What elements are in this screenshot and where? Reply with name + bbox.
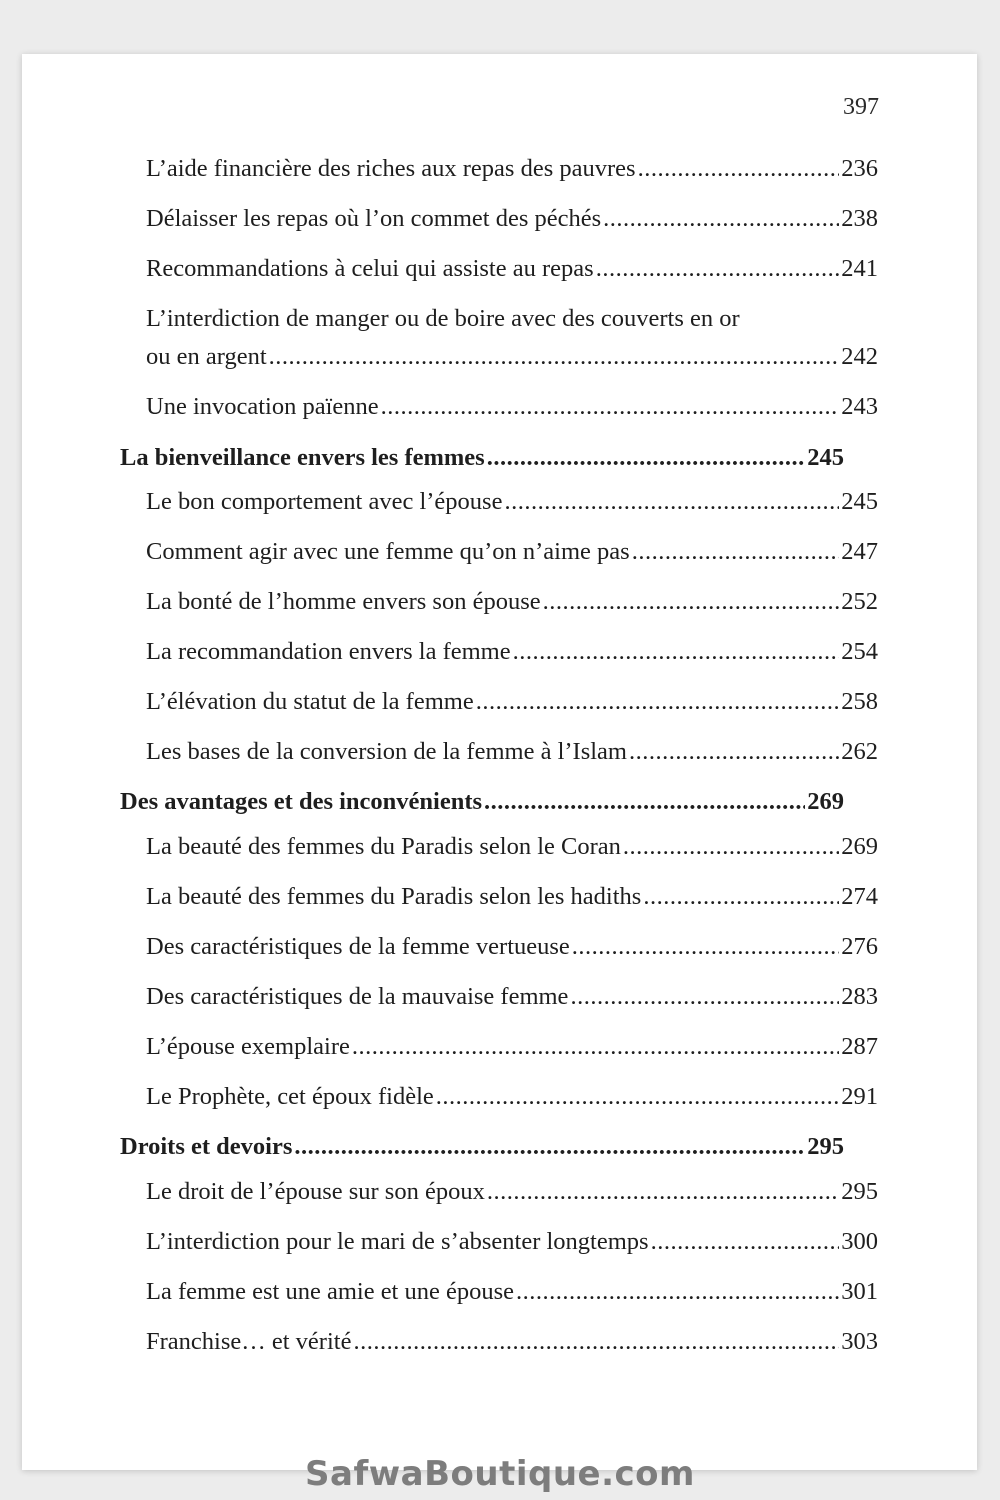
toc-entry-page: 245 (841, 488, 878, 515)
toc-entry-page: 258 (841, 688, 878, 715)
toc-entry-page: 303 (841, 1328, 878, 1355)
toc-entry (146, 1327, 878, 1357)
leader-dots (638, 154, 840, 184)
leader-dots (629, 737, 839, 767)
page-number: 397 (843, 94, 879, 120)
toc-entry (146, 254, 878, 284)
toc-entry-title: Des caractéristiques de la femme vertueuse (146, 933, 570, 960)
toc-entry-page: 283 (841, 983, 878, 1010)
toc-entry (146, 154, 878, 184)
toc-entry-title: L’interdiction pour le mari de s’absenter longtemps (146, 1228, 649, 1255)
toc-entry-title: Une invocation païenne (146, 393, 379, 420)
leader-dots (487, 443, 806, 473)
toc-entry-page: 247 (841, 538, 878, 565)
toc-entry-page: 287 (841, 1033, 878, 1060)
toc-entry (146, 304, 878, 372)
toc-entry-title: Les bases de la conversion de la femme à l’Islam (146, 738, 627, 765)
book-page (22, 54, 977, 1470)
toc-entry-page: 242 (841, 343, 878, 370)
leader-dots (643, 882, 839, 912)
leader-dots (504, 487, 839, 517)
toc-entry (146, 932, 878, 962)
leader-dots (572, 932, 839, 962)
toc-entry-title-line1: L’interdiction de manger ou de boire avec des couverts en or (146, 305, 740, 332)
toc-entry (146, 882, 878, 912)
toc-entry (146, 1227, 878, 1257)
toc-entry (146, 204, 878, 234)
leader-dots (476, 687, 840, 717)
toc-entry-title: Des caractéristiques de la mauvaise femme (146, 983, 569, 1010)
leader-dots (632, 537, 840, 567)
toc-entry (146, 1277, 878, 1307)
toc-entry (146, 487, 878, 517)
toc-entry (146, 832, 878, 862)
toc-section-heading (120, 443, 844, 473)
toc-entry-title: ou en argent (146, 343, 267, 370)
toc-entry-title: Franchise… et vérité (146, 1328, 352, 1355)
toc-entry-title: La beauté des femmes du Paradis selon le Coran (146, 833, 621, 860)
toc-entry-page: 241 (841, 255, 878, 282)
toc-entry (146, 1177, 878, 1207)
leader-dots (436, 1082, 839, 1112)
toc-entry (146, 392, 878, 422)
toc-entry (146, 587, 878, 617)
toc-heading-title: La bienveillance envers les femmes (120, 444, 485, 471)
toc-heading-title: Droits et devoirs (120, 1133, 293, 1160)
leader-dots (352, 1032, 839, 1062)
toc-entry-page: 291 (841, 1083, 878, 1110)
toc-entry-page: 236 (841, 155, 878, 182)
leader-dots (484, 787, 805, 817)
toc-heading-page: 245 (807, 444, 844, 471)
leader-dots (651, 1227, 840, 1257)
leader-dots (603, 204, 839, 234)
toc-section-heading (120, 1132, 844, 1162)
toc-entry-title: La beauté des femmes du Paradis selon les hadiths (146, 883, 642, 910)
toc-entry-page: 254 (841, 638, 878, 665)
toc-entry-title: La bonté de l’homme envers son épouse (146, 588, 541, 615)
toc-entry-title: Recommandations à celui qui assiste au repas (146, 255, 594, 282)
leader-dots (570, 982, 839, 1012)
toc-entry-page: 243 (841, 393, 878, 420)
toc-entry-page: 274 (841, 883, 878, 910)
toc-entry-title: Comment agir avec une femme qu’on n’aime pas (146, 538, 630, 565)
toc-entry-page: 301 (841, 1278, 878, 1305)
toc-entry (146, 982, 878, 1012)
toc-entry (146, 537, 878, 567)
leader-dots (596, 254, 840, 284)
toc-entry (146, 637, 878, 667)
toc-entry (146, 1032, 878, 1062)
toc-entry (146, 737, 878, 767)
toc-entry-page: 269 (841, 833, 878, 860)
toc-entry-title: La femme est une amie et une épouse (146, 1278, 515, 1305)
toc-entry-page: 238 (841, 205, 878, 232)
toc-entry-title: Le Prophète, cet époux fidèle (146, 1083, 434, 1110)
toc-entry-title: Le droit de l’épouse sur son époux (146, 1178, 485, 1205)
toc-entry-title: La recommandation envers la femme (146, 638, 511, 665)
toc-entry (146, 687, 878, 717)
toc-entry-title: L’aide financière des riches aux repas des pauvres (146, 155, 636, 182)
toc-entry-title: L’élévation du statut de la femme (146, 688, 474, 715)
toc-heading-page: 269 (807, 788, 844, 815)
toc-entry-title: Le bon comportement avec l’épouse (146, 488, 503, 515)
toc-entry-page: 300 (841, 1228, 878, 1255)
toc-heading-title: Des avantages et des inconvénients (120, 788, 483, 815)
leader-dots (353, 1327, 839, 1357)
leader-dots (487, 1177, 839, 1207)
toc-entry-title: L’épouse exemplaire (146, 1033, 350, 1060)
toc-heading-page: 295 (807, 1133, 844, 1160)
leader-dots (623, 832, 839, 862)
leader-dots (294, 1132, 805, 1162)
toc-entry-title: Délaisser les repas où l’on commet des péchés (146, 205, 602, 232)
leader-dots (381, 392, 840, 422)
toc-entry (146, 1082, 878, 1112)
leader-dots (269, 342, 840, 372)
toc-entry-page: 252 (841, 588, 878, 615)
toc-entry-page: 276 (841, 933, 878, 960)
leader-dots (516, 1277, 839, 1307)
toc-entry-page: 262 (841, 738, 878, 765)
toc-section-heading (120, 787, 844, 817)
toc-entry-page: 295 (841, 1178, 878, 1205)
leader-dots (513, 637, 840, 667)
watermark-text: SafwaBoutique.com (305, 1454, 695, 1494)
leader-dots (543, 587, 840, 617)
